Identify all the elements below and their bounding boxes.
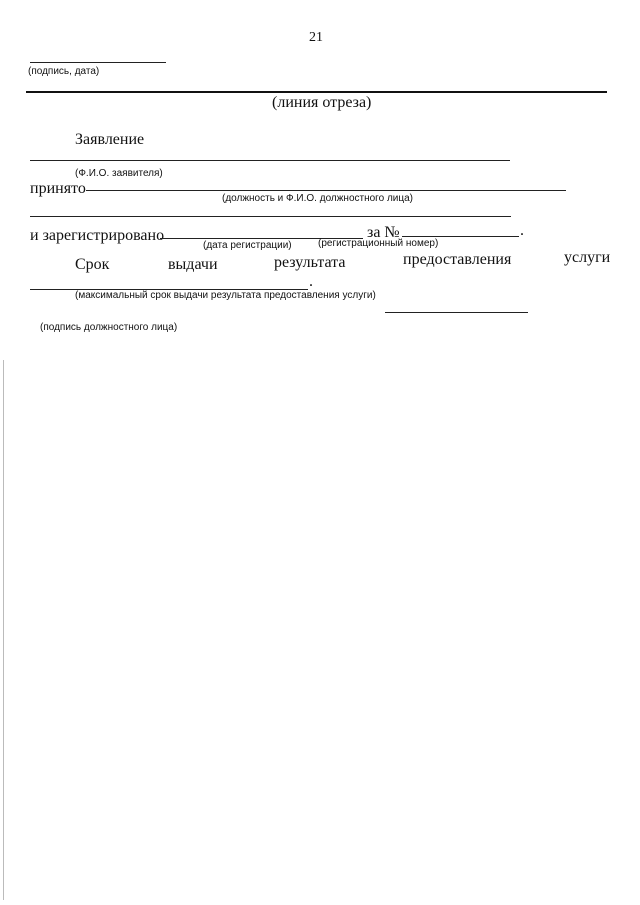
official-name-line-2[interactable]	[30, 216, 511, 217]
official-signature-line[interactable]	[385, 312, 528, 313]
official-signature-caption: (подпись должностного лица)	[40, 322, 178, 333]
max-term-period: .	[309, 273, 313, 290]
registration-number-line[interactable]	[402, 236, 519, 237]
applicant-caption: (Ф.И.О. заявителя)	[75, 168, 163, 179]
official-caption: (должность и Ф.И.О. должностного лица)	[222, 193, 413, 204]
registration-date-caption: (дата регистрации)	[203, 240, 292, 251]
statement-title: Заявление	[75, 131, 145, 148]
signature-date-caption: (подпись, дата)	[28, 66, 100, 77]
cut-line	[26, 91, 607, 93]
service-term-word-5: услуги	[564, 249, 611, 266]
applicant-name-line[interactable]	[30, 160, 510, 161]
accepted-label: принято	[30, 180, 86, 197]
registered-label: и зарегистрировано	[30, 227, 165, 244]
service-term-word-4: предоставления	[403, 251, 512, 268]
official-name-line[interactable]	[86, 190, 566, 191]
page-number: 21	[309, 30, 323, 45]
scan-edge	[3, 360, 4, 900]
service-term-word-2: выдачи	[168, 256, 218, 273]
number-label: за №	[367, 224, 400, 241]
number-period: .	[520, 222, 524, 239]
signature-date-line	[30, 62, 166, 63]
service-term-word-3: результата	[274, 254, 346, 271]
max-term-caption: (максимальный срок выдачи результата предоставления услуги)	[75, 290, 376, 301]
registration-number-caption: (регистрационный номер)	[318, 238, 439, 249]
service-term-word-1: Срок	[75, 256, 110, 273]
cut-line-label: (линия отреза)	[272, 94, 372, 111]
